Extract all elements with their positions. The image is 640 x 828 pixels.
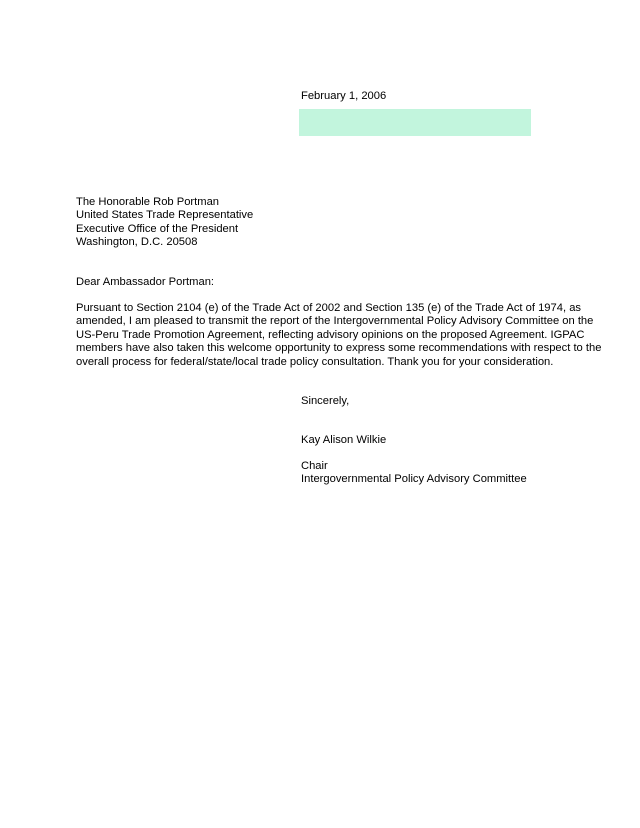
closing: Sincerely, bbox=[301, 395, 350, 407]
signer-name: Kay Alison Wilkie bbox=[301, 434, 387, 446]
signer-organization: Intergovernmental Policy Advisory Committee bbox=[301, 473, 527, 486]
highlighted-block bbox=[299, 109, 531, 136]
recipient-office: Executive Office of the President bbox=[76, 222, 239, 235]
signer-role: Chair bbox=[301, 460, 328, 472]
body-line: overall process for federal/state/local trade policy consultation. Thank you for your consideration. bbox=[76, 355, 554, 368]
body-line: US-Peru Trade Promotion Agreement, reflecting advisory opinions on the proposed Agreement. IGPAC bbox=[76, 328, 585, 341]
recipient-name: The Honorable Rob Portman bbox=[76, 196, 220, 208]
salutation: Dear Ambassador Portman: bbox=[76, 276, 215, 288]
body-line: Pursuant to Section 2104 (e) of the Trade Act of 2002 and Section 135 (e) of the Trade Act of 1974, as bbox=[76, 302, 582, 314]
recipient-city: Washington, D.C. 20508 bbox=[76, 236, 198, 249]
signer-title-block bbox=[301, 460, 527, 487]
letter-body bbox=[76, 302, 602, 369]
body-line: amended, I am pleased to transmit the report of the Intergovernmental Policy Advisory Committee on the bbox=[76, 315, 594, 328]
letter-date: February 1, 2006 bbox=[301, 90, 387, 102]
body-line: members have also taken this welcome opportunity to express some recommendations with respect to the bbox=[76, 342, 602, 355]
recipient-address bbox=[76, 196, 253, 250]
recipient-title: United States Trade Representative bbox=[76, 209, 254, 222]
